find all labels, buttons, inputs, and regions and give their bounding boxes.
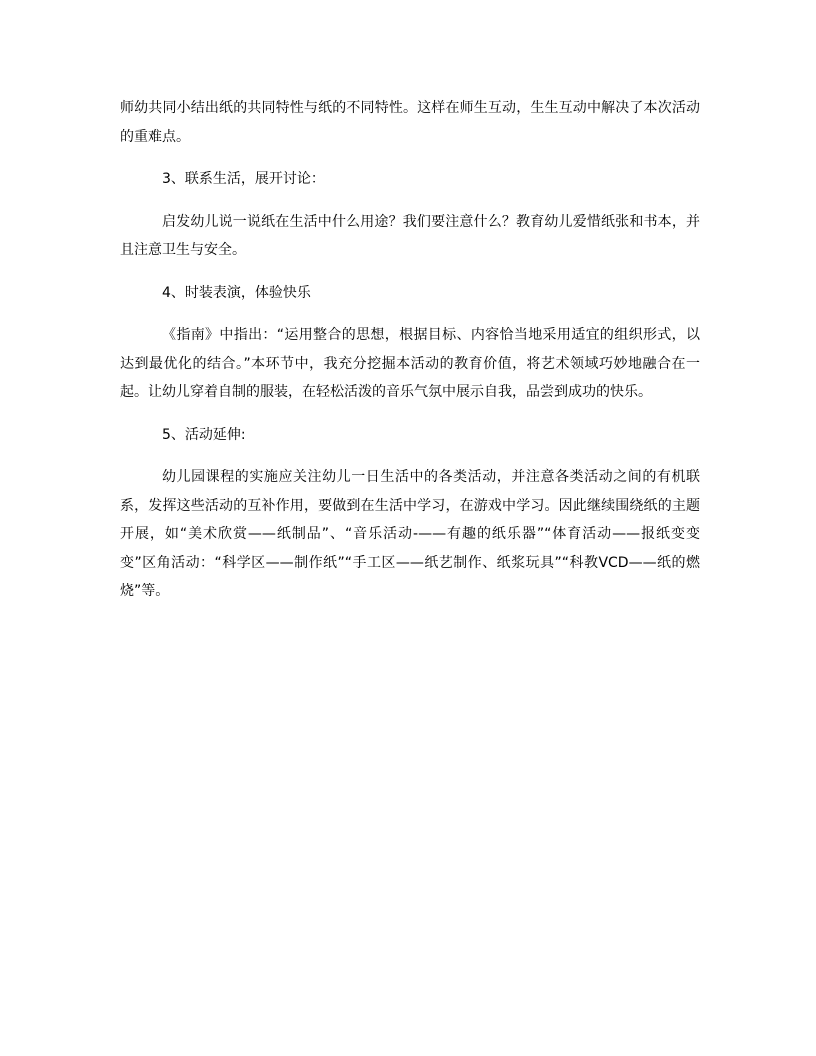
paragraph-summary: 师幼共同小结出纸的共同特性与纸的不同特性。这样在师生互动，生生互动中解决了本次活动的重难点。 (120, 100, 700, 145)
section-heading-3: 3、联系生活，展开讨论： (162, 171, 325, 187)
document-body (120, 94, 700, 620)
paragraph-fashion-show: 《指南》中指出：“运用整合的思想，根据目标、内容恰当地采用适宜的组织形式，以达到最优化的结合。”本环节中，我充分挖掘本活动的教育价值，将艺术领域巧妙地融合在一起。让幼儿穿着自制的服装，在轻松活泼的音乐气氛中展示自我，品尝到成功的快乐。 (120, 327, 700, 400)
section-heading-4: 4、时装表演，体验快乐 (162, 284, 311, 301)
paragraph-discussion: 启发幼儿说一说纸在生活中什么用途？我们要注意什么？教育幼儿爱惜纸张和书本，并且注意卫生与安全。 (120, 213, 700, 258)
paragraph-extension: 幼儿园课程的实施应关注幼儿一日生活中的各类活动，并注意各类活动之间的有机联系，发挥这些活动的互补作用，要做到在生活中学习，在游戏中学习。因此继续围绕纸的主题开展，如“美术欣赏——纸制品”、“音乐活动-——有趣的纸乐器”“体育活动——报纸变变变”区角活动：“科学区——制作纸”“手工区——纸艺制作、纸浆玩具”“科教VCD——纸的燃烧”等。 (120, 469, 700, 599)
section-heading-5: 5、活动延伸: (162, 426, 246, 443)
